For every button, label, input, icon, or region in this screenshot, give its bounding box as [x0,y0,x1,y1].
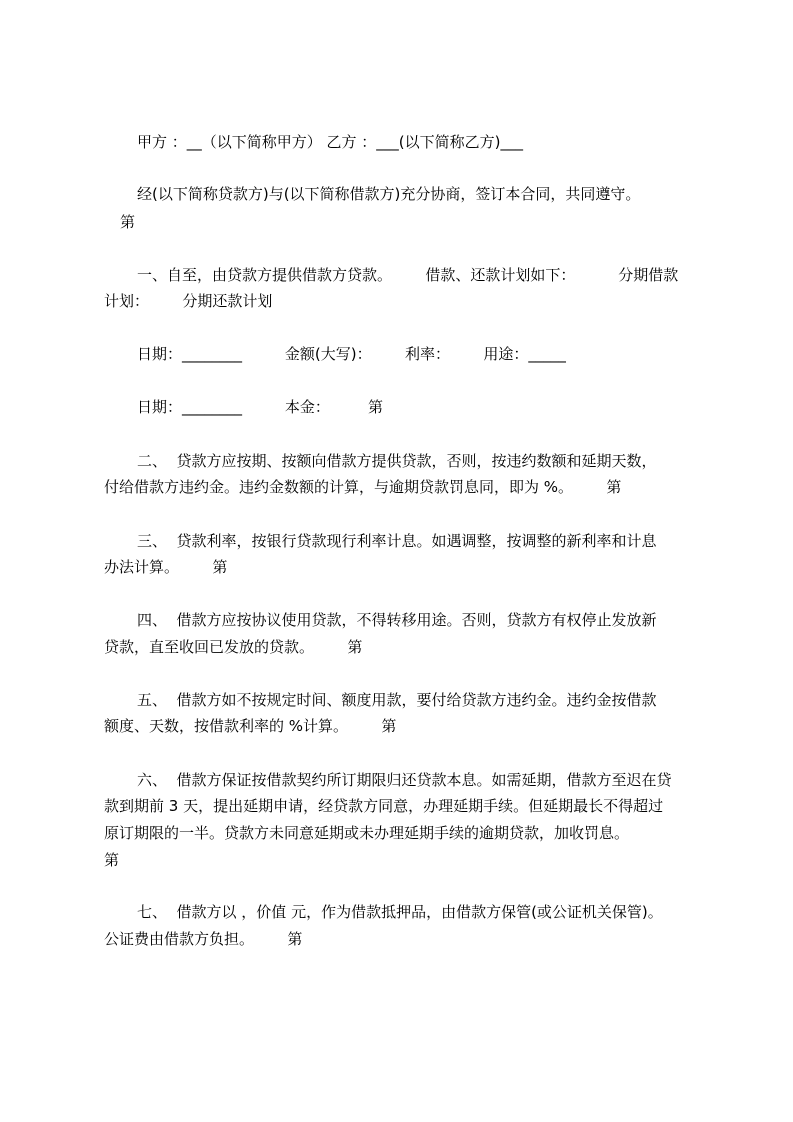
clause6-line-2: 款到期前 3 天，提出延期申请，经贷款方同意，办理延期手续。但延期最长不得超过 [104,797,664,815]
clause2-line-1: 二、 贷款方应按期、按额向借款方提供贷款，否则，按违约数额和延期天数， [137,452,657,470]
plan-row-2: 日期：________ 本金： 第 [137,398,384,416]
clause1-line-1: 一、自至，由贷款方提供借款方贷款。 借款、还款计划如下： 分期借款 [137,266,679,284]
clause7-line-2: 公证费由借款方负担。 第 [104,930,303,948]
intro-line-1: 经(以下简称贷款方)与(以下简称借款方)充分协商，签订本合同，共同遵守。 [137,185,641,203]
parties-line: 甲方 ：__（以下简称甲方） 乙方 ：___(以下简称乙方)___ [137,133,524,151]
clause7-line-1: 七、 借款方以 ，价值 元，作为借款抵押品，由借款方保管(或公证机关保管)。 [137,903,663,921]
clause4-line-1: 四、 借款方应按协议使用贷款，不得转移用途。否则，贷款方有权停止发放新 [137,611,657,629]
clause3-line-1: 三、 贷款利率，按银行贷款现行利率计息。如遇调整，按调整的新利率和计息 [137,532,657,550]
clause6-line-4: 第 [104,851,120,869]
plan-row-1: 日期：________ 金额(大写)： 利率： 用途：_____ [137,345,566,363]
clause2-line-2: 付给借款方违约金。违约金数额的计算，与逾期贷款罚息同，即为 %。 第 [104,478,622,496]
clause1-line-2: 计划： 分期还款计划 [104,292,273,310]
clause6-line-3: 原订期限的一半。贷款方未同意延期或未办理延期手续的逾期贷款，加收罚息。 [104,824,630,842]
clause6-line-1: 六、 借款方保证按借款契约所订期限归还贷款本息。如需延期，借款方至迟在贷 [137,771,672,789]
clause3-line-2: 办法计算。 第 [104,558,228,576]
clause5-line-1: 五、 借款方如不按规定时间、额度用款，要付给贷款方违约金。违约金按借款 [137,691,657,709]
clause4-line-2: 贷款，直至收回已发放的贷款。 第 [104,638,363,656]
intro-line-2: 第 [120,213,136,231]
clause5-line-2: 额度、天数，按借款利率的 %计算。 第 [104,717,397,735]
